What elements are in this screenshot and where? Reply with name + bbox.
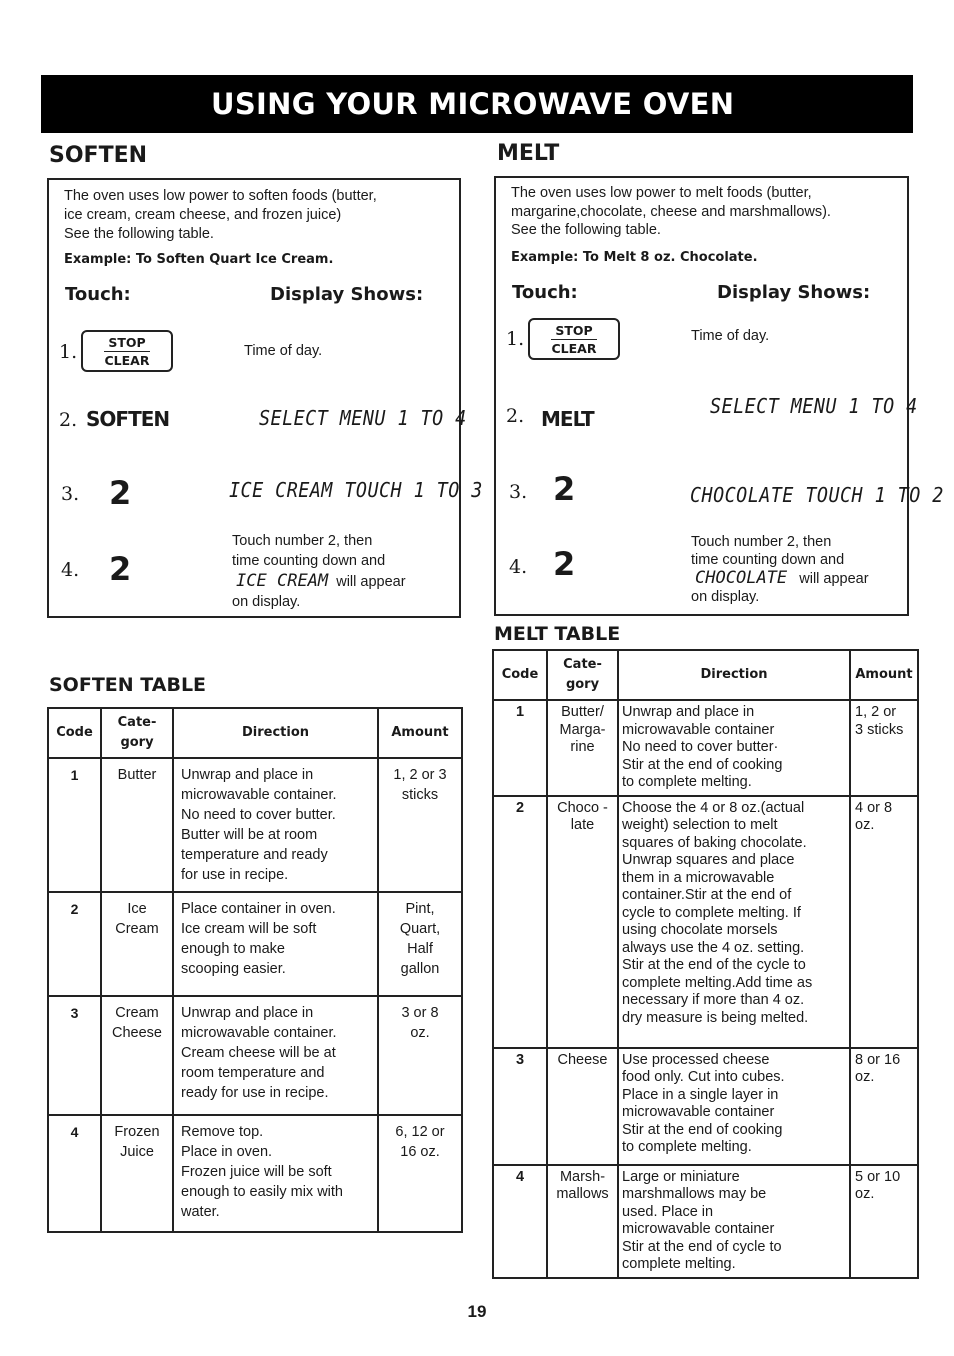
amount-cell-line: 8 or 16 bbox=[855, 1051, 901, 1068]
soften-step-4-line: on display. bbox=[232, 594, 301, 610]
code-cell: 4 bbox=[48, 1115, 101, 1232]
direction-cell-line: microwavable container. bbox=[181, 1025, 337, 1041]
amount-cell-line: oz. bbox=[855, 1069, 875, 1085]
soften-step-3-number: 3. bbox=[61, 483, 80, 505]
soften-table bbox=[47, 707, 463, 1233]
category-header-line: gory bbox=[565, 677, 600, 692]
category-cell bbox=[101, 1115, 173, 1232]
soften-step-4-lcd: ICE CREAM bbox=[236, 571, 329, 591]
stop-clear-button[interactable] bbox=[81, 330, 173, 372]
amount-cell bbox=[378, 996, 462, 1115]
direction-cell-line: necessary if more than 4 oz. bbox=[622, 992, 805, 1008]
category-cell-line: Marsh- bbox=[559, 1168, 606, 1185]
stop-clear-button[interactable] bbox=[528, 318, 620, 360]
soften-step-1-number: 1. bbox=[59, 341, 78, 363]
category-cell bbox=[547, 700, 618, 796]
direction-cell-line: for use in recipe. bbox=[181, 867, 289, 883]
table-row bbox=[48, 996, 462, 1115]
direction-cell bbox=[618, 1165, 850, 1278]
code-cell: 2 bbox=[493, 796, 547, 1048]
amount-cell-line: 1, 2 or bbox=[855, 704, 897, 720]
melt-step-4-line: time counting down and bbox=[691, 552, 845, 568]
direction-cell-line: dry measure is being melted. bbox=[622, 1009, 809, 1026]
soften-intro bbox=[64, 187, 377, 244]
soften-step-4-number: 4. bbox=[61, 559, 80, 581]
clear-label: CLEAR bbox=[104, 353, 150, 368]
direction-cell-line: Butter will be at room bbox=[181, 827, 318, 843]
direction-cell bbox=[618, 1048, 850, 1165]
amount-header: Amount bbox=[850, 650, 918, 700]
table-row bbox=[493, 700, 918, 796]
table-row bbox=[48, 892, 462, 996]
direction-cell-line: weight) selection to melt bbox=[622, 817, 778, 833]
soften-step-2-lcd: SELECT MENU 1 TO 4 bbox=[259, 406, 467, 430]
melt-instructions-box bbox=[494, 176, 944, 616]
amount-cell-line: oz. bbox=[410, 1025, 430, 1041]
amount-cell-line: 3 or 8 bbox=[401, 1005, 439, 1021]
direction-cell-line: container.Stir at the end of bbox=[622, 887, 792, 903]
category-cell-line: Butter bbox=[117, 767, 157, 783]
title-banner bbox=[41, 75, 913, 133]
category-cell-line: Cheese bbox=[112, 1025, 162, 1041]
soften-key[interactable]: SOFTEN bbox=[86, 407, 170, 431]
direction-cell-line: No need to cover butter· bbox=[622, 739, 779, 755]
soften-display-label: Display Shows: bbox=[270, 284, 424, 305]
category-cell-line: Juice bbox=[120, 1144, 154, 1160]
soften-intro-line: The oven uses low power to soften foods (butter, bbox=[64, 188, 377, 204]
soften-step-4-line: time counting down and bbox=[232, 553, 386, 569]
melt-step-2-number: 2. bbox=[506, 405, 525, 427]
table-row bbox=[48, 758, 462, 892]
melt-intro-line: margarine,chocolate, cheese and marshmallows). bbox=[511, 203, 831, 220]
melt-step-3-lcd: CHOCOLATE TOUCH 1 TO 2 bbox=[690, 483, 944, 507]
melt-intro-line: The oven uses low power to melt foods (butter, bbox=[511, 185, 812, 201]
category-cell-line: Frozen bbox=[114, 1124, 160, 1140]
category-cell bbox=[547, 796, 618, 1048]
amount-cell bbox=[850, 700, 918, 796]
melt-heading: MELT bbox=[497, 141, 560, 166]
soften-intro-line: See the following table. bbox=[64, 226, 214, 242]
amount-cell-line: sticks bbox=[401, 787, 439, 803]
direction-cell-line: Place in a single layer in bbox=[622, 1086, 779, 1103]
direction-cell-line: cycle to complete melting. If bbox=[622, 904, 801, 921]
direction-cell-line: Stir at the end of the cycle to bbox=[622, 957, 806, 973]
page-number: 19 bbox=[467, 1302, 487, 1321]
melt-step-4-display bbox=[691, 533, 869, 606]
direction-cell-line: complete melting.Add time as bbox=[622, 974, 813, 991]
direction-cell-line: complete melting. bbox=[622, 1256, 736, 1272]
direction-cell-line: Unwrap and place in bbox=[181, 767, 314, 783]
direction-cell-line: using chocolate morsels bbox=[622, 922, 778, 938]
amount-cell bbox=[378, 758, 462, 892]
code-header: Code bbox=[493, 650, 547, 700]
amount-cell bbox=[850, 1165, 918, 1278]
category-cell bbox=[547, 1165, 618, 1278]
direction-cell-line: Large or miniature bbox=[622, 1168, 740, 1185]
code-header: Code bbox=[48, 708, 101, 758]
melt-table bbox=[492, 649, 919, 1279]
clear-label: CLEAR bbox=[551, 341, 597, 356]
direction-cell bbox=[173, 1115, 378, 1232]
amount-cell bbox=[850, 1048, 918, 1165]
category-header bbox=[547, 650, 618, 700]
direction-cell-line: No need to cover butter. bbox=[181, 807, 336, 823]
amount-cell-line: oz. bbox=[855, 1186, 875, 1202]
category-cell bbox=[101, 892, 173, 996]
soften-step-4-line: Touch number 2, then bbox=[232, 533, 373, 549]
soften-step-2-number: 2. bbox=[59, 409, 78, 431]
direction-cell-line: marshmallows may be bbox=[622, 1186, 767, 1202]
amount-cell-line: 5 or 10 bbox=[855, 1168, 901, 1185]
code-cell: 3 bbox=[48, 996, 101, 1115]
amount-cell-line: 1, 2 or 3 bbox=[393, 767, 447, 783]
melt-example: Example: To Melt 8 oz. Chocolate. bbox=[511, 250, 758, 265]
direction-cell-line: squares of baking chocolate. bbox=[622, 834, 807, 851]
melt-step-2-lcd: SELECT MENU 1 TO 4 bbox=[710, 394, 918, 418]
direction-cell-line: ready for use in recipe. bbox=[181, 1085, 329, 1101]
direction-cell-line: Stir at the end of cycle to bbox=[622, 1238, 782, 1255]
amount-cell-line: Half bbox=[407, 941, 433, 957]
direction-cell-line: Unwrap and place in bbox=[622, 704, 755, 720]
category-header-line: Cate- bbox=[563, 657, 602, 672]
soften-step-3-lcd: ICE CREAM TOUCH 1 TO 3 bbox=[229, 478, 483, 502]
soften-intro-line: ice cream, cream cheese, and frozen juice) bbox=[64, 207, 342, 223]
category-header bbox=[101, 708, 173, 758]
melt-step-4-line: Touch number 2, then bbox=[691, 534, 832, 550]
category-header-line: Cate- bbox=[117, 715, 157, 730]
direction-cell bbox=[618, 796, 850, 1048]
direction-cell-line: Stir at the end of cooking bbox=[622, 756, 783, 773]
table-row bbox=[493, 1165, 918, 1278]
melt-step-1-number: 1. bbox=[506, 328, 525, 350]
code-cell: 3 bbox=[493, 1048, 547, 1165]
direction-cell-line: Unwrap squares and place bbox=[622, 852, 795, 868]
soften-example: Example: To Soften Quart Ice Cream. bbox=[64, 252, 334, 267]
direction-cell-line: Unwrap and place in bbox=[181, 1005, 314, 1021]
direction-cell-line: them in a microwavable bbox=[622, 869, 775, 886]
number-2-key[interactable]: 2 bbox=[553, 545, 576, 583]
direction-header: Direction bbox=[618, 650, 850, 700]
table-row bbox=[493, 1048, 918, 1165]
amount-cell-line: oz. bbox=[855, 817, 875, 833]
category-header-line: gory bbox=[120, 735, 154, 750]
category-cell-line: Cheese bbox=[557, 1051, 608, 1068]
melt-step-4-line: on display. bbox=[691, 589, 760, 605]
table-row bbox=[493, 796, 918, 1048]
table-row bbox=[48, 1115, 462, 1232]
direction-cell bbox=[173, 892, 378, 996]
table-header-row bbox=[493, 650, 918, 700]
table-header-row bbox=[48, 708, 462, 758]
direction-cell bbox=[618, 700, 850, 796]
amount-cell-line: Pint, bbox=[405, 901, 435, 917]
category-cell-line: Marga- bbox=[559, 721, 606, 738]
melt-intro-line: See the following table. bbox=[511, 222, 661, 238]
direction-cell-line: Choose the 4 or 8 oz.(actual bbox=[622, 799, 805, 816]
category-cell-line: Choco - bbox=[557, 799, 608, 816]
direction-header: Direction bbox=[173, 708, 378, 758]
soften-step-4-mid: will appear bbox=[336, 574, 406, 590]
direction-cell-line: Place in oven. bbox=[181, 1144, 273, 1160]
category-cell bbox=[101, 996, 173, 1115]
direction-cell-line: Use processed cheese bbox=[622, 1051, 770, 1068]
direction-cell-line: enough to make bbox=[181, 941, 285, 957]
melt-step-4-lcd: CHOCOLATE bbox=[695, 568, 788, 588]
amount-cell-line: 16 oz. bbox=[400, 1144, 440, 1160]
amount-cell-line: Quart, bbox=[399, 921, 441, 937]
direction-cell-line: to complete melting. bbox=[622, 1139, 752, 1155]
category-cell-line: Butter/ bbox=[561, 704, 604, 720]
direction-cell-line: enough to easily mix with bbox=[181, 1184, 343, 1200]
melt-step-4-line bbox=[691, 569, 869, 588]
category-cell-line: mallows bbox=[556, 1186, 609, 1202]
category-cell-line: late bbox=[570, 817, 595, 833]
direction-cell-line: Place container in oven. bbox=[181, 901, 336, 917]
code-cell: 1 bbox=[493, 700, 547, 796]
soften-table-title: SOFTEN TABLE bbox=[49, 674, 207, 696]
direction-cell-line: Remove top. bbox=[181, 1124, 264, 1140]
amount-cell-line: gallon bbox=[400, 961, 440, 977]
melt-key[interactable]: MELT bbox=[541, 407, 594, 431]
direction-cell-line: microwavable container bbox=[622, 1104, 775, 1120]
stop-label: STOP bbox=[104, 335, 149, 352]
direction-cell-line: temperature and ready bbox=[181, 847, 328, 863]
amount-cell bbox=[378, 1115, 462, 1232]
direction-cell-line: to complete melting. bbox=[622, 774, 752, 790]
direction-cell-line: Ice cream will be soft bbox=[181, 921, 317, 937]
direction-cell-line: Frozen juice will be soft bbox=[181, 1164, 332, 1180]
category-cell-line: Cream bbox=[115, 1005, 159, 1021]
direction-cell-line: Cream cheese will be at bbox=[181, 1045, 336, 1061]
amount-cell-line: 4 or 8 bbox=[855, 799, 893, 816]
number-2-key[interactable]: 2 bbox=[109, 474, 132, 512]
direction-cell-line: scooping easier. bbox=[181, 961, 286, 977]
category-cell bbox=[101, 758, 173, 892]
melt-display-label: Display Shows: bbox=[717, 282, 871, 303]
direction-cell-line: microwavable container. bbox=[181, 787, 337, 803]
category-cell-line: rine bbox=[570, 739, 595, 755]
amount-cell bbox=[850, 796, 918, 1048]
category-cell-line: Cream bbox=[115, 921, 159, 937]
category-cell-line: Ice bbox=[127, 901, 147, 917]
amount-cell-line: 6, 12 or bbox=[395, 1124, 445, 1140]
amount-header: Amount bbox=[378, 708, 462, 758]
direction-cell-line: always use the 4 oz. setting. bbox=[622, 939, 805, 956]
direction-cell-line: food only. Cut into cubes. bbox=[622, 1069, 785, 1085]
amount-cell-line: 3 sticks bbox=[855, 721, 904, 738]
soften-step-1-display: Time of day. bbox=[244, 343, 323, 359]
melt-step-3-number: 3. bbox=[509, 481, 528, 503]
direction-cell-line: used. Place in bbox=[622, 1203, 714, 1220]
melt-touch-label: Touch: bbox=[512, 282, 578, 303]
melt-table-title: MELT TABLE bbox=[494, 623, 621, 645]
number-2-key[interactable]: 2 bbox=[109, 550, 132, 588]
melt-intro bbox=[511, 184, 831, 240]
soften-touch-label: Touch: bbox=[65, 284, 131, 305]
soften-step-4-line bbox=[232, 571, 406, 592]
soften-step-4-display bbox=[232, 531, 406, 612]
page-title: USING YOUR MICROWAVE OVEN bbox=[211, 87, 735, 121]
stop-label: STOP bbox=[551, 323, 596, 340]
direction-cell-line: microwavable container bbox=[622, 1221, 775, 1237]
direction-cell-line: room temperature and bbox=[181, 1065, 325, 1081]
code-cell: 1 bbox=[48, 758, 101, 892]
melt-step-1-display: Time of day. bbox=[691, 328, 770, 344]
melt-step-4-number: 4. bbox=[509, 556, 528, 578]
category-cell bbox=[547, 1048, 618, 1165]
direction-cell-line: Stir at the end of cooking bbox=[622, 1121, 783, 1138]
direction-cell-line: water. bbox=[181, 1204, 220, 1220]
number-2-key[interactable]: 2 bbox=[553, 470, 576, 508]
melt-step-4-mid: will appear bbox=[799, 571, 869, 587]
code-cell: 4 bbox=[493, 1165, 547, 1278]
amount-cell bbox=[378, 892, 462, 996]
direction-cell bbox=[173, 758, 378, 892]
direction-cell-line: microwavable container bbox=[622, 721, 775, 738]
code-cell: 2 bbox=[48, 892, 101, 996]
soften-heading: SOFTEN bbox=[49, 143, 148, 168]
direction-cell bbox=[173, 996, 378, 1115]
soften-instructions-box bbox=[47, 178, 483, 618]
